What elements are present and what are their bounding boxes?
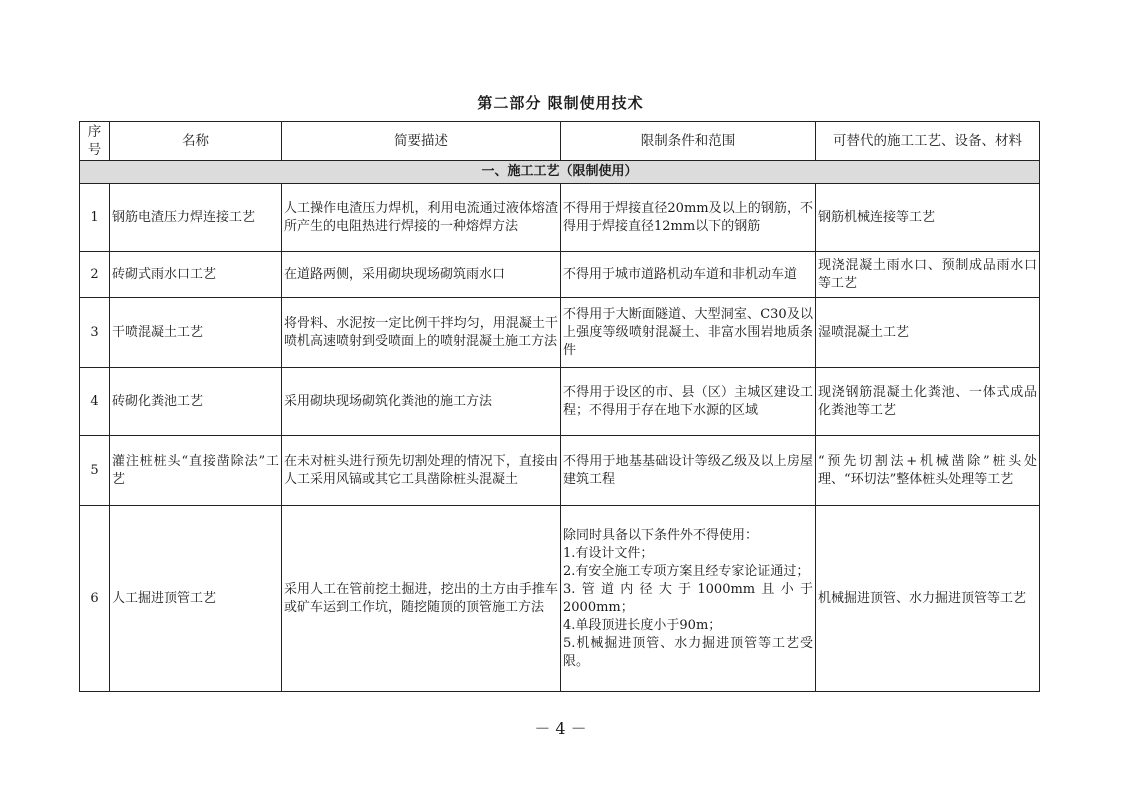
page-title: 第二部分 限制使用技术 [477, 94, 644, 112]
condition-intro: 除同时具备以下条件外不得使用： [563, 527, 759, 543]
header-alternatives: 可替代的施工工艺、设备、材料 [816, 122, 1040, 161]
condition-item: 2.有安全施工专项方案且经专家论证通过； [563, 563, 810, 579]
table-row [80, 252, 1040, 298]
row-conditions-list [561, 506, 816, 692]
header-description: 简要描述 [282, 122, 561, 161]
header-name: 名称 [110, 122, 282, 161]
row-alternatives: 湿喷混凝土工艺 [816, 298, 1040, 368]
row-number: 2 [80, 252, 110, 298]
row-name: 人工掘进顶管工艺 [110, 506, 282, 692]
header-conditions: 限制条件和范围 [561, 122, 816, 161]
row-alternatives: 现浇混凝土雨水口、预制成品雨水口等工艺 [816, 252, 1040, 298]
restricted-tech-table [79, 121, 1040, 692]
row-alternatives: 机械掘进顶管、水力掘进顶管等工艺 [816, 506, 1040, 692]
row-alternatives: 钢筋机械连接等工艺 [816, 184, 1040, 252]
row-description: 将骨料、水泥按一定比例干拌均匀，用混凝土干喷机高速喷射到受喷面上的喷射混凝土施工方法 [282, 298, 561, 368]
row-name: 灌注桩桩头“直接凿除法”工艺 [110, 436, 282, 506]
table-header-row [80, 122, 1040, 161]
row-name: 砖砌化粪池工艺 [110, 368, 282, 436]
row-description: 在未对桩头进行预先切割处理的情况下，直接由人工采用风镐或其它工具凿除桩头混凝土 [282, 436, 561, 506]
header-number: 序号 [80, 122, 110, 161]
row-name: 干喷混凝土工艺 [110, 298, 282, 368]
table-row [80, 506, 1040, 692]
row-conditions: 不得用于地基基础设计等级乙级及以上房屋建筑工程 [561, 436, 816, 506]
row-conditions: 不得用于大断面隧道、大型洞室、C30及以上强度等级喷射混凝土、非富水围岩地质条件 [561, 298, 816, 368]
condition-item: 5.机械掘进顶管、水力掘进顶管等工艺受限。 [563, 635, 813, 669]
section-title: 一、施工工艺（限制使用） [80, 161, 1040, 184]
table-row [80, 436, 1040, 506]
row-alternatives: “预先切割法+机械凿除”桩头处理、“环切法”整体桩头处理等工艺 [816, 436, 1040, 506]
row-description: 采用砌块现场砌筑化粪池的施工方法 [282, 368, 561, 436]
table-row [80, 184, 1040, 252]
row-number: 1 [80, 184, 110, 252]
row-description: 在道路两侧，采用砌块现场砌筑雨水口 [282, 252, 561, 298]
row-conditions: 不得用于城市道路机动车道和非机动车道 [561, 252, 816, 298]
page-number: － 4 － [534, 719, 587, 738]
condition-item: 1.有设计文件； [563, 545, 654, 561]
row-number: 4 [80, 368, 110, 436]
row-number: 5 [80, 436, 110, 506]
row-description: 采用人工在管前挖土掘进，挖出的土方由手推车或矿车运到工作坑，随挖随顶的顶管施工方法 [282, 506, 561, 692]
table-row [80, 368, 1040, 436]
section-row [80, 161, 1040, 184]
row-conditions: 不得用于焊接直径20mm及以上的钢筋，不得用于焊接直径12mm以下的钢筋 [561, 184, 816, 252]
row-name: 钢筋电渣压力焊连接工艺 [110, 184, 282, 252]
row-number: 3 [80, 298, 110, 368]
row-number: 6 [80, 506, 110, 692]
table-row [80, 298, 1040, 368]
row-conditions: 不得用于设区的市、县（区）主城区建设工程；不得用于存在地下水源的区域 [561, 368, 816, 436]
condition-item: 4.单段顶进长度小于90m； [563, 617, 722, 633]
row-alternatives: 现浇钢筋混凝土化粪池、一体式成品化粪池等工艺 [816, 368, 1040, 436]
row-description: 人工操作电渣压力焊机，利用电流通过液体熔渣所产生的电阻热进行焊接的一种熔焊方法 [282, 184, 561, 252]
row-name: 砖砌式雨水口工艺 [110, 252, 282, 298]
condition-item: 3.管道内径大于1000mm且小于2000mm； [563, 581, 813, 615]
